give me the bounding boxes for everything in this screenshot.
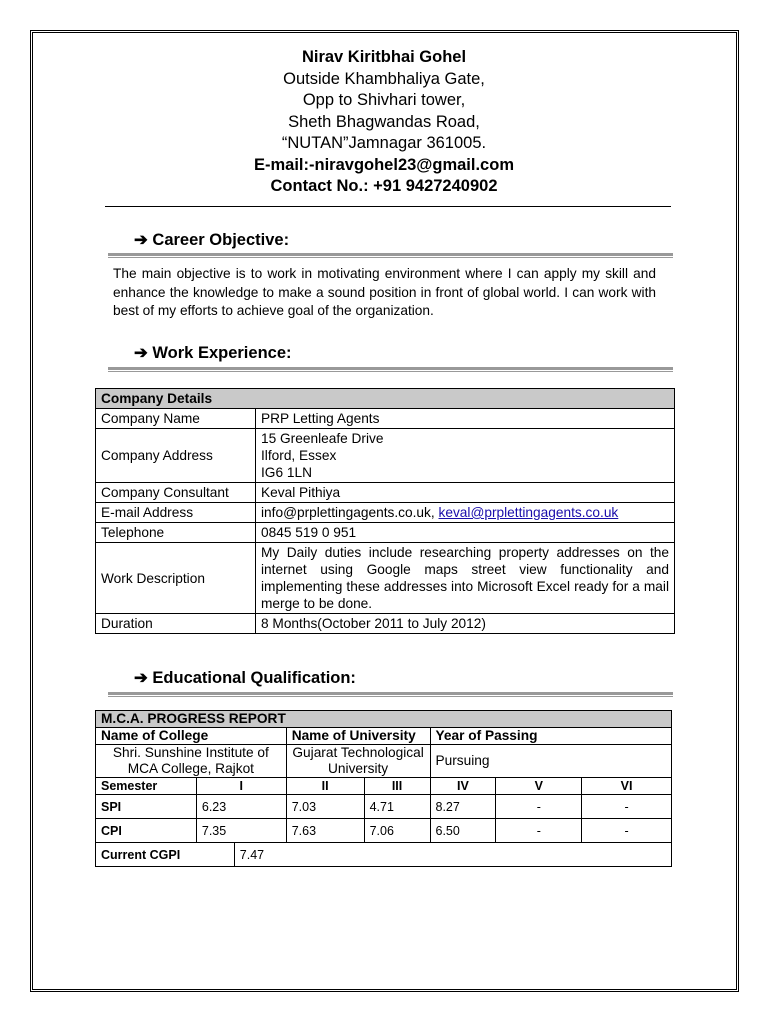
address-line: 15 Greenleafe Drive [261,431,384,446]
cpi-value: 6.50 [430,819,496,843]
consultant-label: Company Consultant [96,483,256,503]
cpi-value: 7.63 [286,819,364,843]
address-line: IG6 1LN [261,465,312,480]
address-line-3: Sheth Bhagwandas Road, [288,112,480,131]
semester-header: I [196,778,286,795]
table-row [96,409,675,429]
table-row [96,843,672,867]
resume-header [0,47,768,198]
telephone-label: Telephone [96,523,256,543]
email-address-label: E-mail Address [96,503,256,523]
duration-label: Duration [96,614,256,634]
table-row [96,614,675,634]
company-name-value: PRP Letting Agents [256,409,675,429]
email-plain: info@prplettingagents.co.uk, [261,505,439,520]
table-row [96,745,672,778]
college-column-header: Name of College [96,728,287,745]
career-rule [108,253,673,258]
table-row [96,483,675,503]
company-address-label: Company Address [96,429,256,483]
spi-value: 8.27 [430,795,496,819]
cpi-value: - [496,819,582,843]
table-row [96,503,675,523]
table-row [96,523,675,543]
spi-value: 4.71 [364,795,430,819]
spi-label: SPI [96,795,197,819]
table-row [96,795,672,819]
table-row [96,543,675,614]
email-link[interactable]: keval@prplettingagents.co.uk [438,505,619,520]
duration-value: 8 Months(October 2011 to July 2012) [256,614,675,634]
contact-line: Contact No.: +91 9427240902 [270,177,498,195]
table-row [96,728,672,745]
semester-header: IV [430,778,496,795]
table-row [96,778,672,795]
semester-label: Semester [96,778,197,795]
cpi-value: - [582,819,672,843]
career-objective-heading: ➔ Career Objective: [134,231,290,249]
progress-report-heading: M.C.A. PROGRESS REPORT [96,711,672,728]
work-experience-table [95,388,675,634]
education-heading: ➔ Educational Qualification: [134,669,356,687]
college-value: Shri. Sunshine Institute of MCA College, Rajkot [96,745,287,778]
university-column-header: Name of University [286,728,430,745]
candidate-name: Nirav Kiritbhai Gohel [301,48,467,66]
email-address-value [256,503,675,523]
table-row [96,389,675,409]
university-value: Gujarat Technological University [286,745,430,778]
cgpi-value: 7.47 [234,843,671,867]
work-rule [108,367,673,372]
year-value: Pursuing [430,745,672,778]
spi-value: - [496,795,582,819]
address-line-2: Opp to Shivhari tower, [302,91,466,109]
cgpi-label: Current CGPI [96,843,235,867]
cpi-value: 7.35 [196,819,286,843]
table-row [96,429,675,483]
semester-header: II [286,778,364,795]
header-divider [105,206,671,207]
work-description-label: Work Description [96,543,256,614]
work-description-value: My Daily duties include researching property addresses on the internet using Google maps street view functionality and implementing these addresses into Microsoft Excel ready for a mail merge to be done. [256,543,675,614]
spi-value: 7.03 [286,795,364,819]
work-experience-heading: ➔ Work Experience: [134,344,292,362]
semester-header: III [364,778,430,795]
company-details-heading: Company Details [96,389,675,409]
table-row [96,819,672,843]
education-rule [108,692,673,697]
cpi-value: 7.06 [364,819,430,843]
spi-value: - [582,795,672,819]
address-line: Ilford, Essex [261,448,337,463]
year-column-header: Year of Passing [430,728,672,745]
company-name-label: Company Name [96,409,256,429]
address-line-1: Outside Khambhaliya Gate, [283,69,485,88]
address-line-4: “NUTAN”Jamnagar 361005. [281,134,487,152]
company-address-value [256,429,675,483]
consultant-value: Keval Pithiya [256,483,675,503]
mca-progress-table [95,710,672,867]
semester-header: V [496,778,582,795]
spi-value: 6.23 [196,795,286,819]
semester-header: VI [582,778,672,795]
email-line: E-mail:-niravgohel23@gmail.com [254,155,514,174]
career-objective-text: The main objective is to work in motivating environment where I can apply my skill and enhance the knowledge to make a sound position in front of global world. I can work with best of my efforts to achieve goal of the organization. [113,266,656,318]
telephone-value: 0845 519 0 951 [256,523,675,543]
cpi-label: CPI [96,819,197,843]
table-row [96,711,672,728]
